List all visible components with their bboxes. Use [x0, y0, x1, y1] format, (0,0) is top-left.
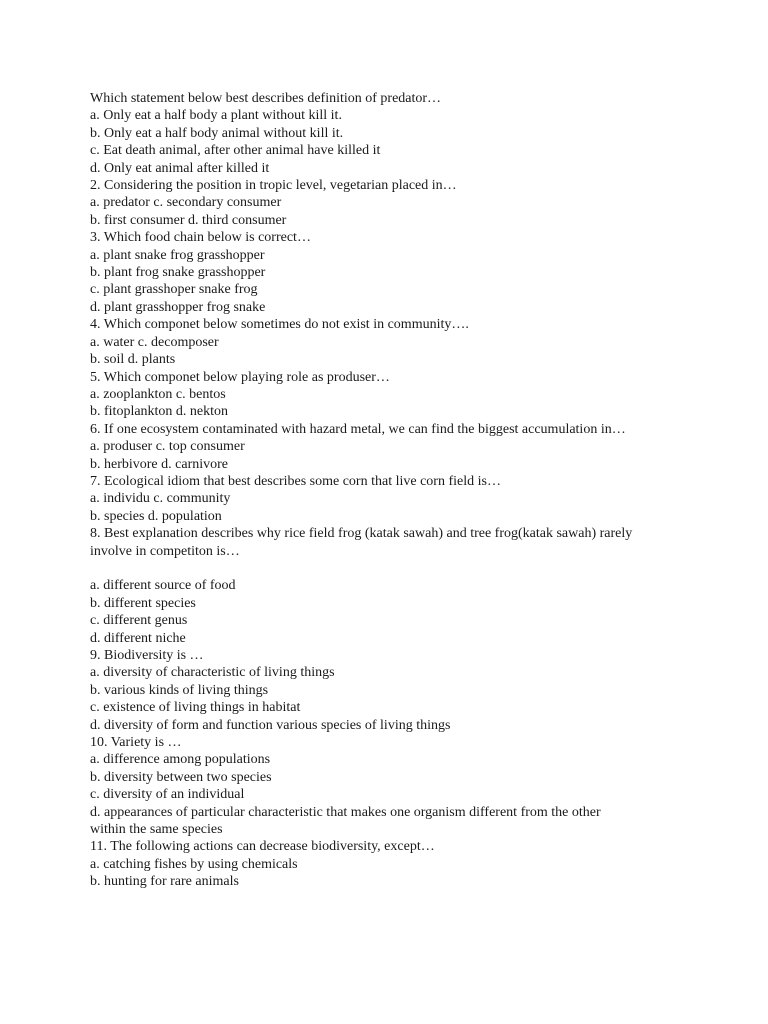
question-8-option-b: b. different species [90, 595, 196, 611]
question-7-stem: 7. Ecological idiom that best describes some corn that live corn field is… [90, 473, 501, 489]
question-1-stem: Which statement below best describes definition of predator… [90, 91, 442, 106]
question-8-stem-line-2: involve in competiton is… [90, 543, 240, 559]
question-7-options-a-c: a. individu c. community [90, 491, 231, 507]
question-2-options-a-c: a. predator c. secondary consumer [90, 195, 282, 211]
question-7-options-b-d: b. species d. population [90, 508, 222, 524]
question-1-option-c: c. Eat death animal, after other animal have killed it [90, 143, 381, 159]
question-9-option-a: a. diversity of characteristic of living things [90, 665, 335, 681]
question-9-option-c: c. existence of living things in habitat [90, 700, 301, 716]
question-1-option-b: b. Only eat a half body animal without kill it. [90, 125, 344, 141]
question-6-stem: 6. If one ecosystem contaminated with hazard metal, we can find the biggest accumulation in… [90, 421, 626, 437]
question-8-option-d: d. different niche [90, 630, 186, 646]
question-11-option-a: a. catching fishes by using chemicals [90, 856, 298, 872]
question-11-stem: 11. The following actions can decrease biodiversity, except… [90, 839, 435, 855]
question-3-option-b: b. plant frog snake grasshopper [90, 265, 266, 281]
question-6-options-b-d: b. herbivore d. carnivore [90, 456, 228, 472]
document-page [90, 90, 690, 891]
question-4-options-a-c: a. water c. decomposer [90, 334, 219, 350]
question-11-option-b: b. hunting for rare animals [90, 874, 239, 890]
question-9-stem: 9. Biodiversity is … [90, 647, 204, 663]
question-2-stem: 2. Considering the position in tropic level, vegetarian placed in… [90, 178, 457, 194]
question-5-stem: 5. Which componet below playing role as produser… [90, 369, 390, 385]
question-1-option-d: d. Only eat animal after killed it [90, 160, 270, 176]
question-10-option-b: b. diversity between two species [90, 769, 272, 785]
question-10-option-d-line-2: within the same species [90, 822, 223, 838]
question-2-options-b-d: b. first consumer d. third consumer [90, 212, 287, 228]
question-3-option-d: d. plant grasshopper frog snake [90, 299, 266, 315]
question-4-stem: 4. Which componet below sometimes do not exist in community…. [90, 317, 469, 333]
question-8-option-c: c. different genus [90, 613, 188, 629]
question-3-option-c: c. plant grasshoper snake frog [90, 282, 258, 298]
blank-line [90, 560, 690, 577]
question-5-options-b-d: b. fitoplankton d. nekton [90, 404, 229, 420]
question-8-option-a: a. different source of food [90, 578, 236, 594]
question-10-option-c: c. diversity of an individual [90, 787, 245, 803]
question-10-option-d-line-1: d. appearances of particular characteristic that makes one organism different from the other [90, 804, 601, 820]
question-9-option-d: d. diversity of form and function various species of living things [90, 717, 451, 733]
question-8-stem-line-1: 8. Best explanation describes why rice field frog (katak sawah) and tree frog(katak sawah) rarely [90, 526, 633, 542]
question-1-option-a: a. Only eat a half body a plant without kill it. [90, 108, 342, 124]
question-3-option-a: a. plant snake frog grasshopper [90, 247, 265, 263]
question-3-stem: 3. Which food chain below is correct… [90, 230, 311, 246]
question-4-options-b-d: b. soil d. plants [90, 352, 176, 368]
question-9-option-b: b. various kinds of living things [90, 682, 269, 698]
question-5-options-a-c: a. zooplankton c. bentos [90, 386, 226, 402]
question-6-options-a-c: a. produser c. top consumer [90, 439, 245, 455]
question-10-option-a: a. difference among populations [90, 752, 271, 768]
question-10-stem: 10. Variety is … [90, 735, 182, 751]
